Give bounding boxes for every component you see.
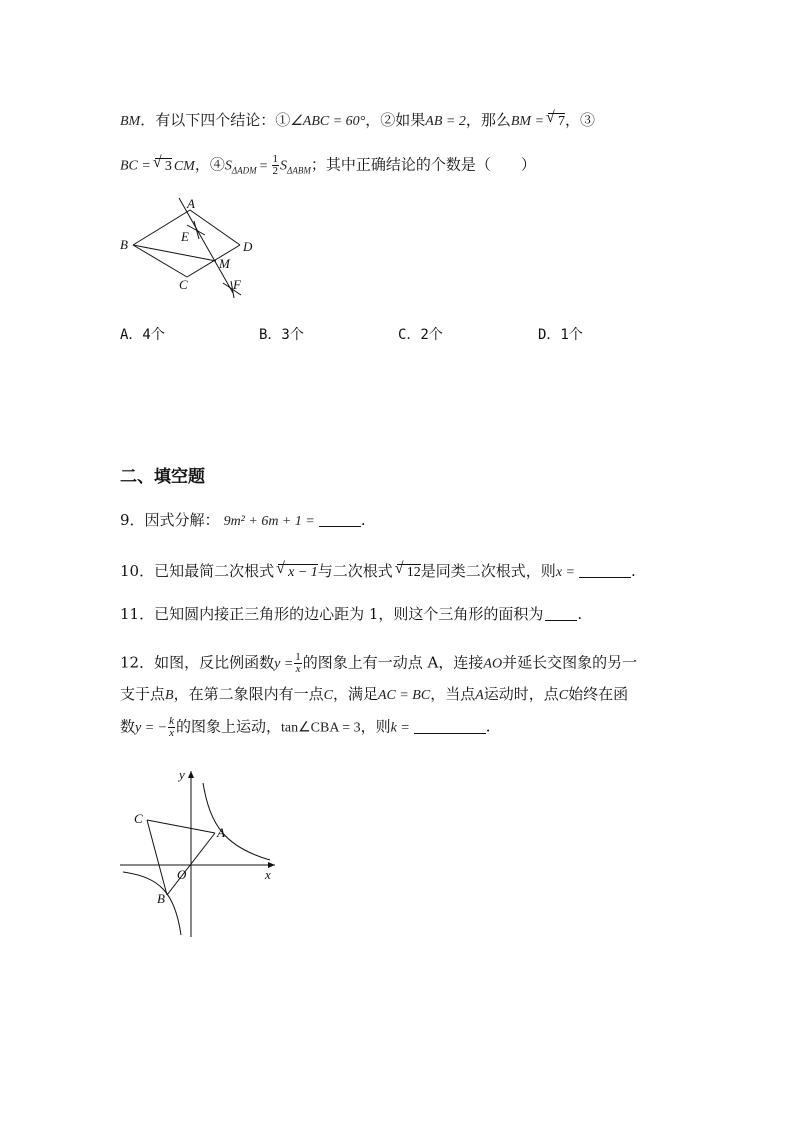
- q12-label-b: B: [157, 891, 165, 906]
- q9-blank[interactable]: [319, 512, 361, 527]
- q12-curve-q1: [203, 783, 270, 860]
- q8-label-c: C: [179, 277, 188, 292]
- q8-label-b: B: [120, 237, 128, 252]
- q12-y-eq2: y = −: [135, 720, 168, 736]
- q9: [120, 510, 366, 532]
- q8-s-adm-sub: ΔADM: [231, 165, 257, 176]
- q9-text: 因式分解：: [144, 511, 220, 529]
- q8-line1: [120, 110, 595, 132]
- q8-c3: ，③: [565, 111, 596, 129]
- q8-intro: ．有以下四个结论：①: [140, 111, 291, 129]
- q8-c2b: ，那么: [465, 111, 511, 129]
- q9-end: .: [360, 511, 366, 529]
- q12-frac1: [294, 652, 302, 675]
- q8-ab-expr: AB = 2: [425, 114, 466, 129]
- q12-a: A: [475, 688, 484, 703]
- q8-sqrt7: √ 7: [548, 113, 565, 130]
- q12-num: 12．: [120, 653, 155, 672]
- q10-t1: 已知最简二次根式: [154, 562, 275, 580]
- q9-num: 9．: [120, 511, 145, 529]
- q8-cm: CM: [173, 158, 195, 174]
- q12-f2-den: x: [169, 727, 175, 739]
- q8-label-f: F: [233, 277, 241, 292]
- q12-tan: tan∠CBA = 3: [281, 720, 361, 736]
- q12-blank[interactable]: [414, 719, 486, 734]
- q8-line-bm: [133, 245, 216, 261]
- q8-line2: [120, 154, 536, 181]
- q12-l3a: 数: [120, 717, 136, 736]
- q8-bm: BM: [120, 114, 141, 129]
- q10-var: x =: [555, 565, 575, 580]
- q8-option-b: B．3个: [259, 327, 304, 343]
- q8-arc-e: [187, 221, 205, 239]
- q8-eq: =: [259, 158, 268, 174]
- q12-c: C: [323, 688, 333, 703]
- q8-s-adm: S: [224, 158, 232, 174]
- q8-c2: ，②如果: [365, 111, 426, 129]
- q12-f1-num: 1: [295, 651, 301, 663]
- q12-curve-q3: [123, 872, 181, 935]
- q8-half-num: 1: [272, 153, 279, 165]
- q10: [120, 561, 636, 583]
- q12-figure: [115, 765, 285, 940]
- q9-expr: 9m² + 6m + 1 =: [223, 514, 315, 529]
- q8-sqrt3: √ 3: [155, 158, 172, 175]
- q8-figure: [115, 195, 265, 305]
- q12-line-ca: [147, 820, 215, 833]
- q12-ao: AO: [483, 656, 503, 672]
- q11: [120, 604, 582, 624]
- q12-f2-num: k: [169, 715, 175, 727]
- q8-option-c: C．2个: [398, 327, 443, 343]
- q11-num: 11．: [120, 605, 155, 623]
- q10-t3: 是同类二次根式，则: [420, 562, 556, 580]
- q8-line-ad: [190, 210, 240, 245]
- q12-l1b: 的图象上有一动点 A，连接: [302, 653, 484, 672]
- q12-l2e: 运动时，点: [483, 685, 559, 703]
- q8-option-a: A．4个: [120, 327, 165, 343]
- q10-end: .: [630, 562, 636, 580]
- section-title: 二、填空题: [120, 467, 205, 487]
- q8-half: [272, 154, 280, 177]
- q12-c2: C: [558, 688, 569, 703]
- q10-rad2: √ 12: [397, 564, 421, 581]
- q8-label-e: E: [181, 229, 189, 244]
- q8-angle-expr: ∠ABC = 60°: [290, 114, 366, 129]
- q12-label-x: x: [265, 867, 271, 882]
- q12-l2d: ，当点: [430, 685, 476, 703]
- q8-label-a: A: [187, 196, 195, 211]
- q12-frac2: [168, 716, 175, 739]
- q12-label-c: C: [134, 811, 143, 826]
- q11-text: 已知圆内接正三角形的边心距为 1，则这个三角形的面积为: [154, 605, 544, 623]
- q12-y-arrow: [188, 771, 194, 778]
- q12-f1-den: x: [295, 663, 301, 675]
- q8-half-den: 2: [272, 165, 279, 177]
- q8-option-d: D．1个: [538, 327, 583, 343]
- q12-b: B: [165, 688, 174, 703]
- q8-s-abm: S: [280, 158, 288, 174]
- q12-l2f: 始终在函: [568, 685, 629, 703]
- q8-bm-expr: BM =: [510, 114, 545, 129]
- q12-l1c: 并延长交图象的另一: [502, 653, 638, 672]
- q8-tail: ；其中正确结论的个数是（ ）: [310, 155, 536, 174]
- q12-line3: [120, 716, 491, 739]
- q8-c4: ，④: [194, 155, 225, 174]
- q8-bc-expr: BC =: [120, 158, 151, 174]
- q10-rad1: √ x − 1: [278, 564, 318, 581]
- q12-end: .: [485, 717, 491, 736]
- q12-acbc: AC = BC: [377, 688, 431, 703]
- q11-end: .: [577, 605, 583, 623]
- q10-num: 10．: [120, 562, 155, 580]
- q10-t2: 与二次根式: [317, 562, 393, 580]
- q8-label-m: M: [219, 256, 230, 271]
- q11-blank[interactable]: [545, 606, 577, 621]
- q12-l2c: ，满足: [332, 685, 378, 703]
- q12-k: k =: [390, 720, 410, 736]
- q12-l3b: 的图象上运动，: [176, 717, 282, 736]
- q12-label-y: y: [179, 767, 185, 782]
- q12-line2: [120, 684, 628, 706]
- q12-l2a: 支于点: [120, 685, 166, 703]
- q10-blank[interactable]: [579, 563, 631, 578]
- q12-l3c: ，则: [360, 717, 391, 736]
- q8-s-abm-sub: ΔABM: [287, 165, 311, 176]
- q12-label-a: A: [217, 825, 225, 840]
- q12-line1: [120, 652, 637, 675]
- q12-l1a: 如图，反比例函数: [154, 653, 275, 672]
- q12-y-eq: y =: [274, 656, 294, 672]
- q8-label-d: D: [243, 239, 253, 254]
- q12-label-o: O: [177, 867, 187, 882]
- q12-l2b: ，在第二象限内有一点: [173, 685, 324, 703]
